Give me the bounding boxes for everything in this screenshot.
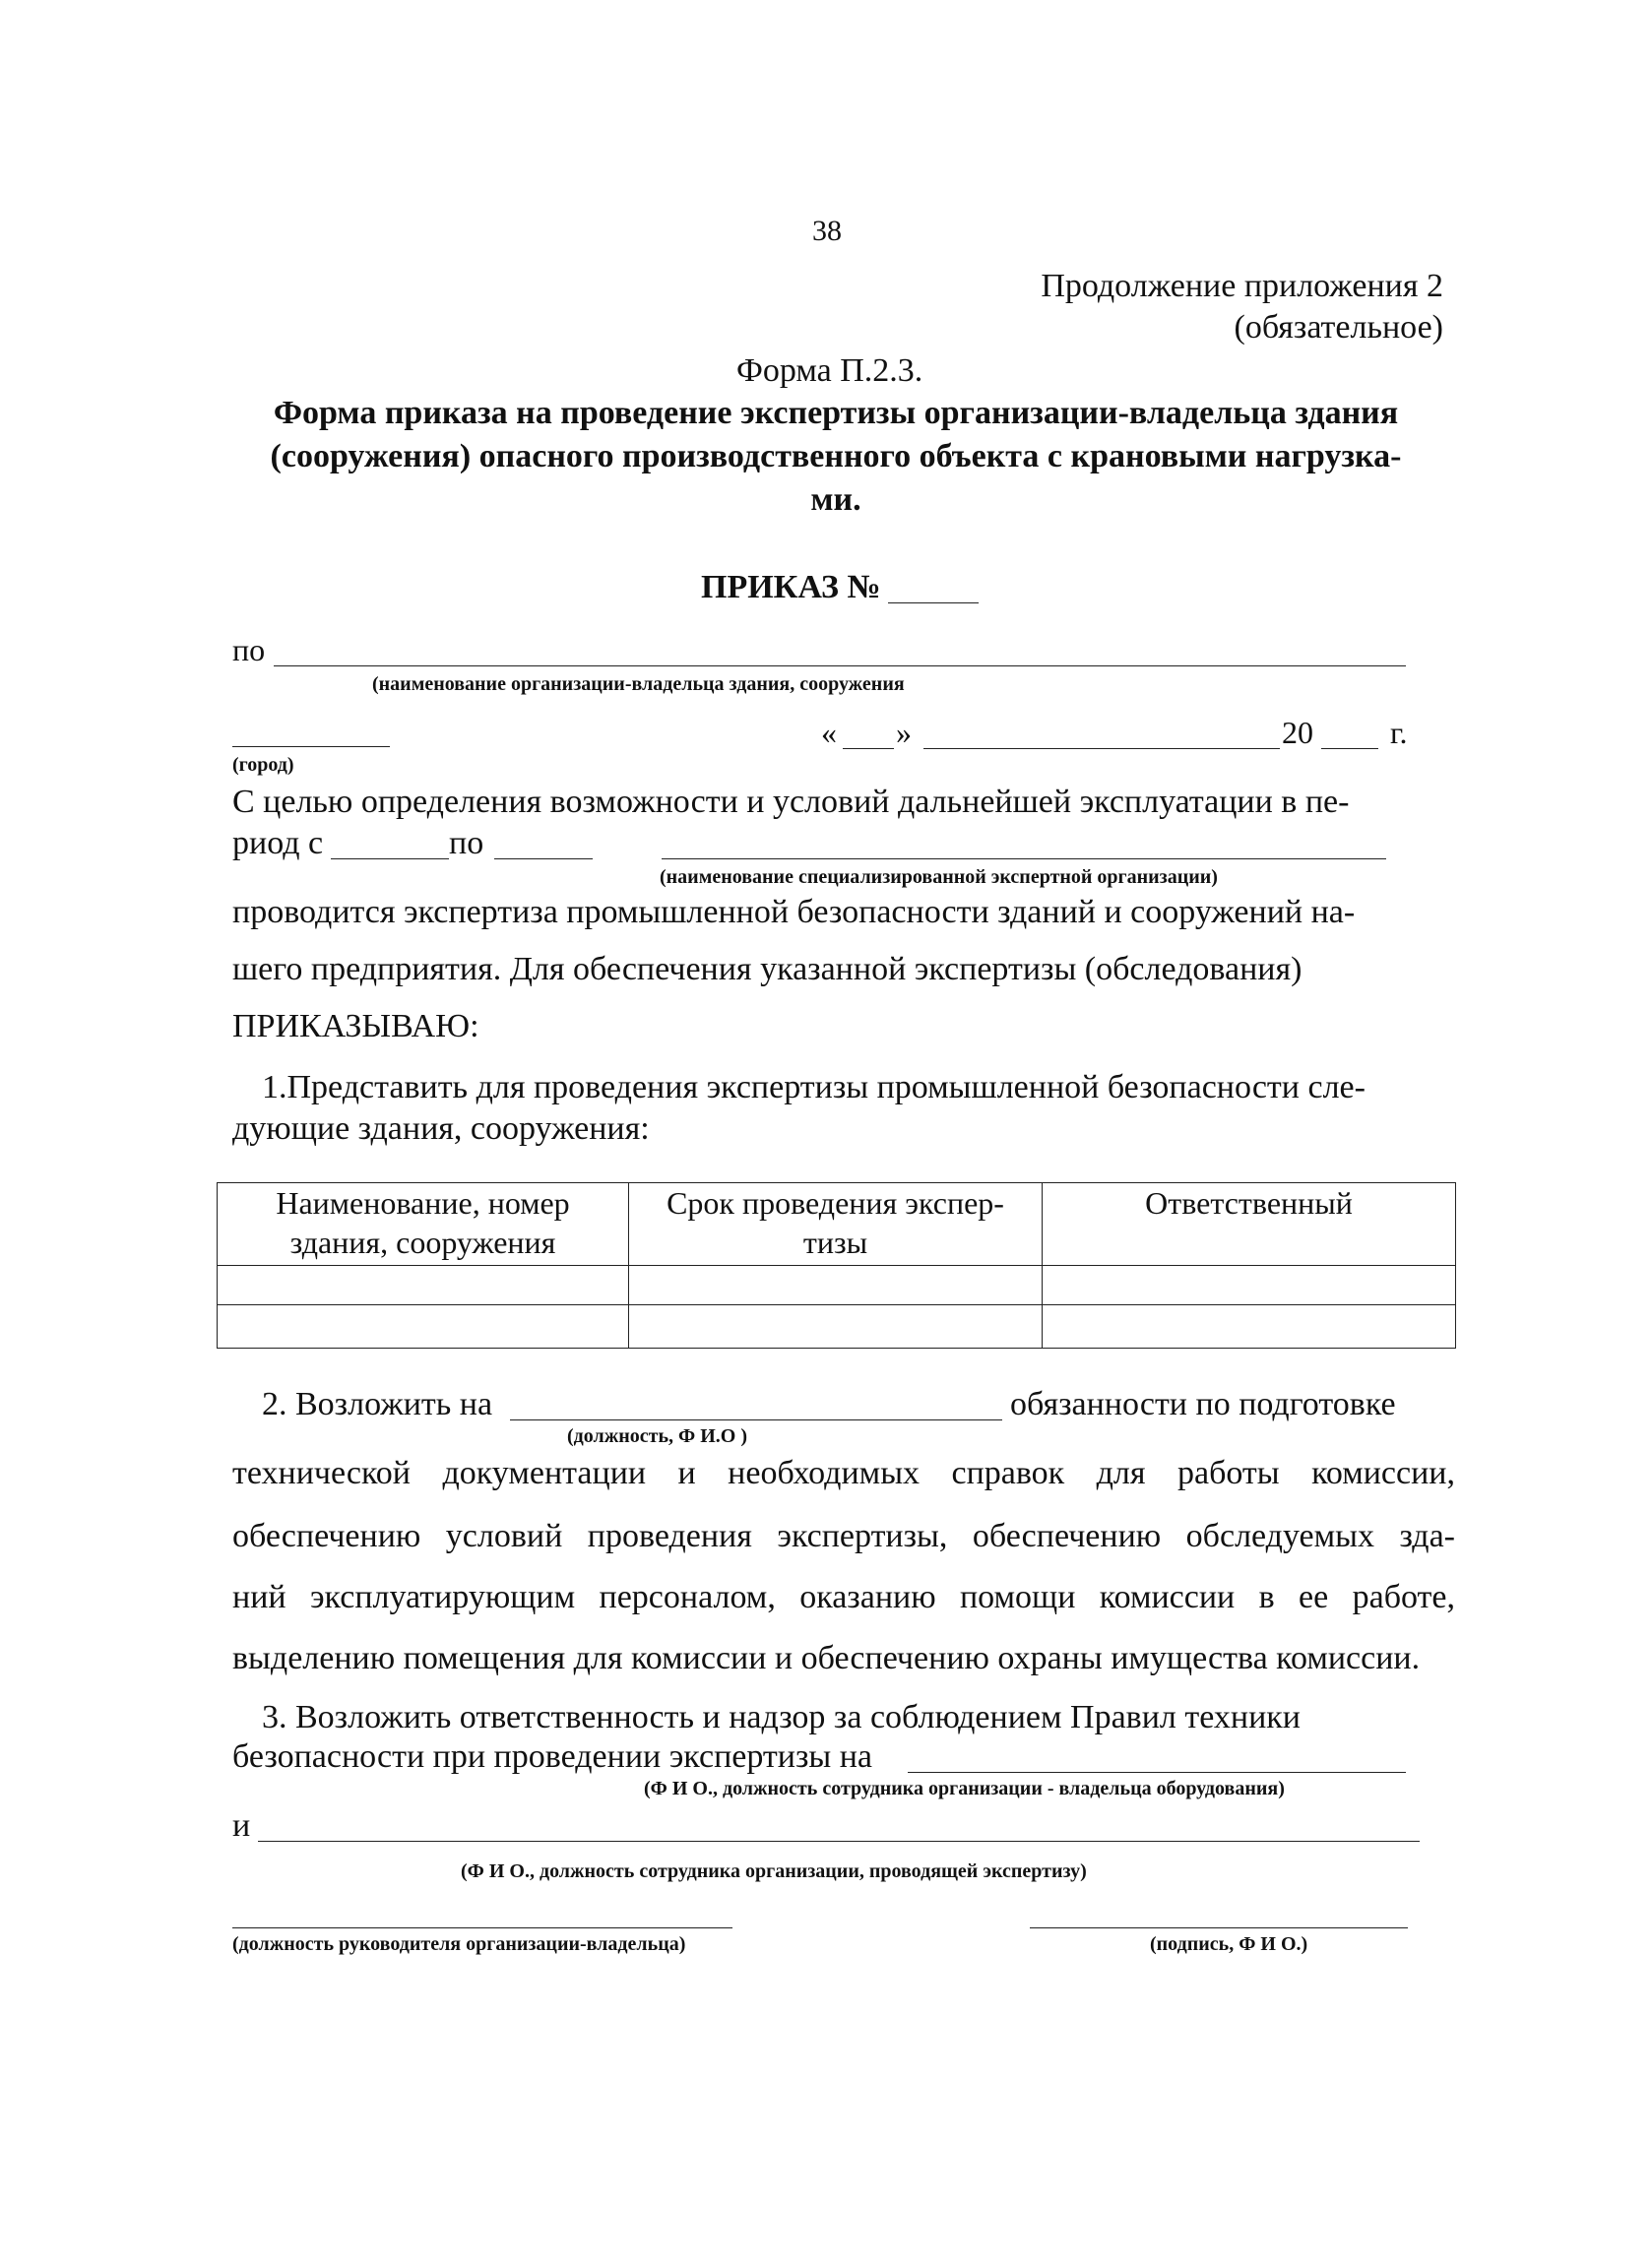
table-row bbox=[218, 1305, 1456, 1349]
date-day-field[interactable] bbox=[843, 748, 894, 749]
item2-prefix: 2. Возложить на bbox=[262, 1386, 493, 1422]
table-cell[interactable] bbox=[629, 1305, 1043, 1349]
form-title-line-2: (сооружения) опасного производственного объекта с крановыми нагрузка- bbox=[270, 438, 1402, 474]
table-header-cell bbox=[218, 1183, 629, 1266]
owner-staff-field[interactable] bbox=[908, 1772, 1406, 1773]
table-cell[interactable] bbox=[629, 1266, 1043, 1305]
form-code: Форма П.2.3. bbox=[736, 352, 923, 389]
head-position-caption: (должность руководителя организации-владельца) bbox=[232, 1933, 686, 1955]
signature-caption: (подпись, Ф И О.) bbox=[1150, 1933, 1308, 1955]
form-title bbox=[217, 392, 1455, 522]
head-position-field[interactable] bbox=[232, 1927, 732, 1928]
date-year-prefix: 20 bbox=[1282, 715, 1313, 750]
city-caption: (город) bbox=[232, 754, 294, 776]
header-term-line-2: тизы bbox=[802, 1225, 868, 1260]
period-to-label: по bbox=[449, 825, 484, 861]
item3-line-2: безопасности при проведении экспертизы на bbox=[232, 1738, 873, 1775]
appendix-line-1: Продолжение приложения 2 bbox=[1041, 268, 1443, 304]
purpose-line-1: С целью определения возможности и условий дальнейшей эксплуатации в пе- bbox=[232, 784, 1350, 820]
header-term-line-1: Срок проведения экспер- bbox=[667, 1185, 1004, 1221]
date-year-suffix: г. bbox=[1390, 715, 1408, 750]
item2-suffix: обязанности по подготовке bbox=[1010, 1386, 1396, 1422]
expert-organization-field[interactable] bbox=[662, 858, 1386, 859]
buildings-table bbox=[217, 1182, 1456, 1349]
and-label: и bbox=[232, 1807, 251, 1844]
table-cell[interactable] bbox=[218, 1266, 629, 1305]
table-cell[interactable] bbox=[1043, 1305, 1456, 1349]
table-row bbox=[218, 1266, 1456, 1305]
organization-name-field[interactable] bbox=[274, 665, 1406, 666]
date-open-quote: « bbox=[821, 715, 837, 750]
expert-organization-caption: (наименование специализированной экспертной организации) bbox=[660, 866, 1218, 888]
period-from-label: риод с bbox=[232, 825, 324, 861]
organization-caption: (наименование организации-владельца здания, сооружения bbox=[372, 673, 905, 695]
table-cell[interactable] bbox=[1043, 1266, 1456, 1305]
by-label: по bbox=[232, 632, 266, 667]
item2-line-4: ний эксплуатирующим персоналом, оказанию помощи комиссии в ее работе, bbox=[232, 1579, 1455, 1615]
responsible-person-field[interactable] bbox=[510, 1419, 1002, 1420]
city-field[interactable] bbox=[232, 746, 390, 747]
period-from-field[interactable] bbox=[331, 858, 449, 859]
item1-line-2: дующие здания, сооружения: bbox=[232, 1110, 650, 1147]
date-month-field[interactable] bbox=[923, 748, 1280, 749]
order-number-field[interactable] bbox=[888, 602, 979, 603]
purpose-line-4: шего предприятия. Для обеспечения указанной экспертизы (обследования) bbox=[232, 951, 1303, 987]
item1-line-1: 1.Представить для проведения экспертизы промышленной безопасности сле- bbox=[262, 1069, 1366, 1105]
owner-staff-caption: (Ф И О., должность сотрудника организации - владельца оборудования) bbox=[644, 1778, 1285, 1799]
table-header-cell bbox=[629, 1183, 1043, 1266]
appendix-line-2: (обязательное) bbox=[1234, 309, 1443, 346]
expert-staff-field[interactable] bbox=[258, 1841, 1420, 1842]
item2-line-2: технической документации и необходимых справок для работы комиссии, bbox=[232, 1455, 1455, 1491]
item3-line-1: 3. Возложить ответственность и надзор за соблюдением Правил техники bbox=[262, 1699, 1301, 1735]
table-header-row bbox=[218, 1183, 1456, 1266]
item2-line-3: обеспечению условий проведения экспертизы, обеспечению обследуемых зда- bbox=[232, 1518, 1455, 1554]
order-heading: ПРИКАЗ № bbox=[701, 569, 881, 605]
purpose-line-3: проводится экспертиза промышленной безопасности зданий и сооружений на- bbox=[232, 894, 1356, 930]
page-number: 38 bbox=[812, 215, 842, 247]
date-close-quote: » bbox=[896, 715, 912, 750]
table-cell[interactable] bbox=[218, 1305, 629, 1349]
form-title-line-3: ми. bbox=[810, 481, 861, 518]
position-caption: (должность, Ф И.О ) bbox=[567, 1425, 747, 1447]
table-header-cell bbox=[1043, 1183, 1456, 1266]
date-year-field[interactable] bbox=[1321, 748, 1378, 749]
expert-staff-caption: (Ф И О., должность сотрудника организации, проводящей экспертизу) bbox=[461, 1860, 1087, 1882]
signature-field[interactable] bbox=[1030, 1927, 1408, 1928]
order-word: ПРИКАЗЫВАЮ: bbox=[232, 1008, 479, 1044]
header-name-line-1: Наименование, номер bbox=[276, 1185, 570, 1221]
form-title-line-1: Форма приказа на проведение экспертизы организации-владельца здания bbox=[273, 395, 1399, 431]
header-name-line-2: здания, сооружения bbox=[289, 1225, 556, 1260]
header-responsible: Ответственный bbox=[1145, 1185, 1353, 1221]
item2-line-5: выделению помещения для комиссии и обеспечению охраны имущества комиссии. bbox=[232, 1640, 1421, 1676]
period-to-field[interactable] bbox=[494, 858, 593, 859]
